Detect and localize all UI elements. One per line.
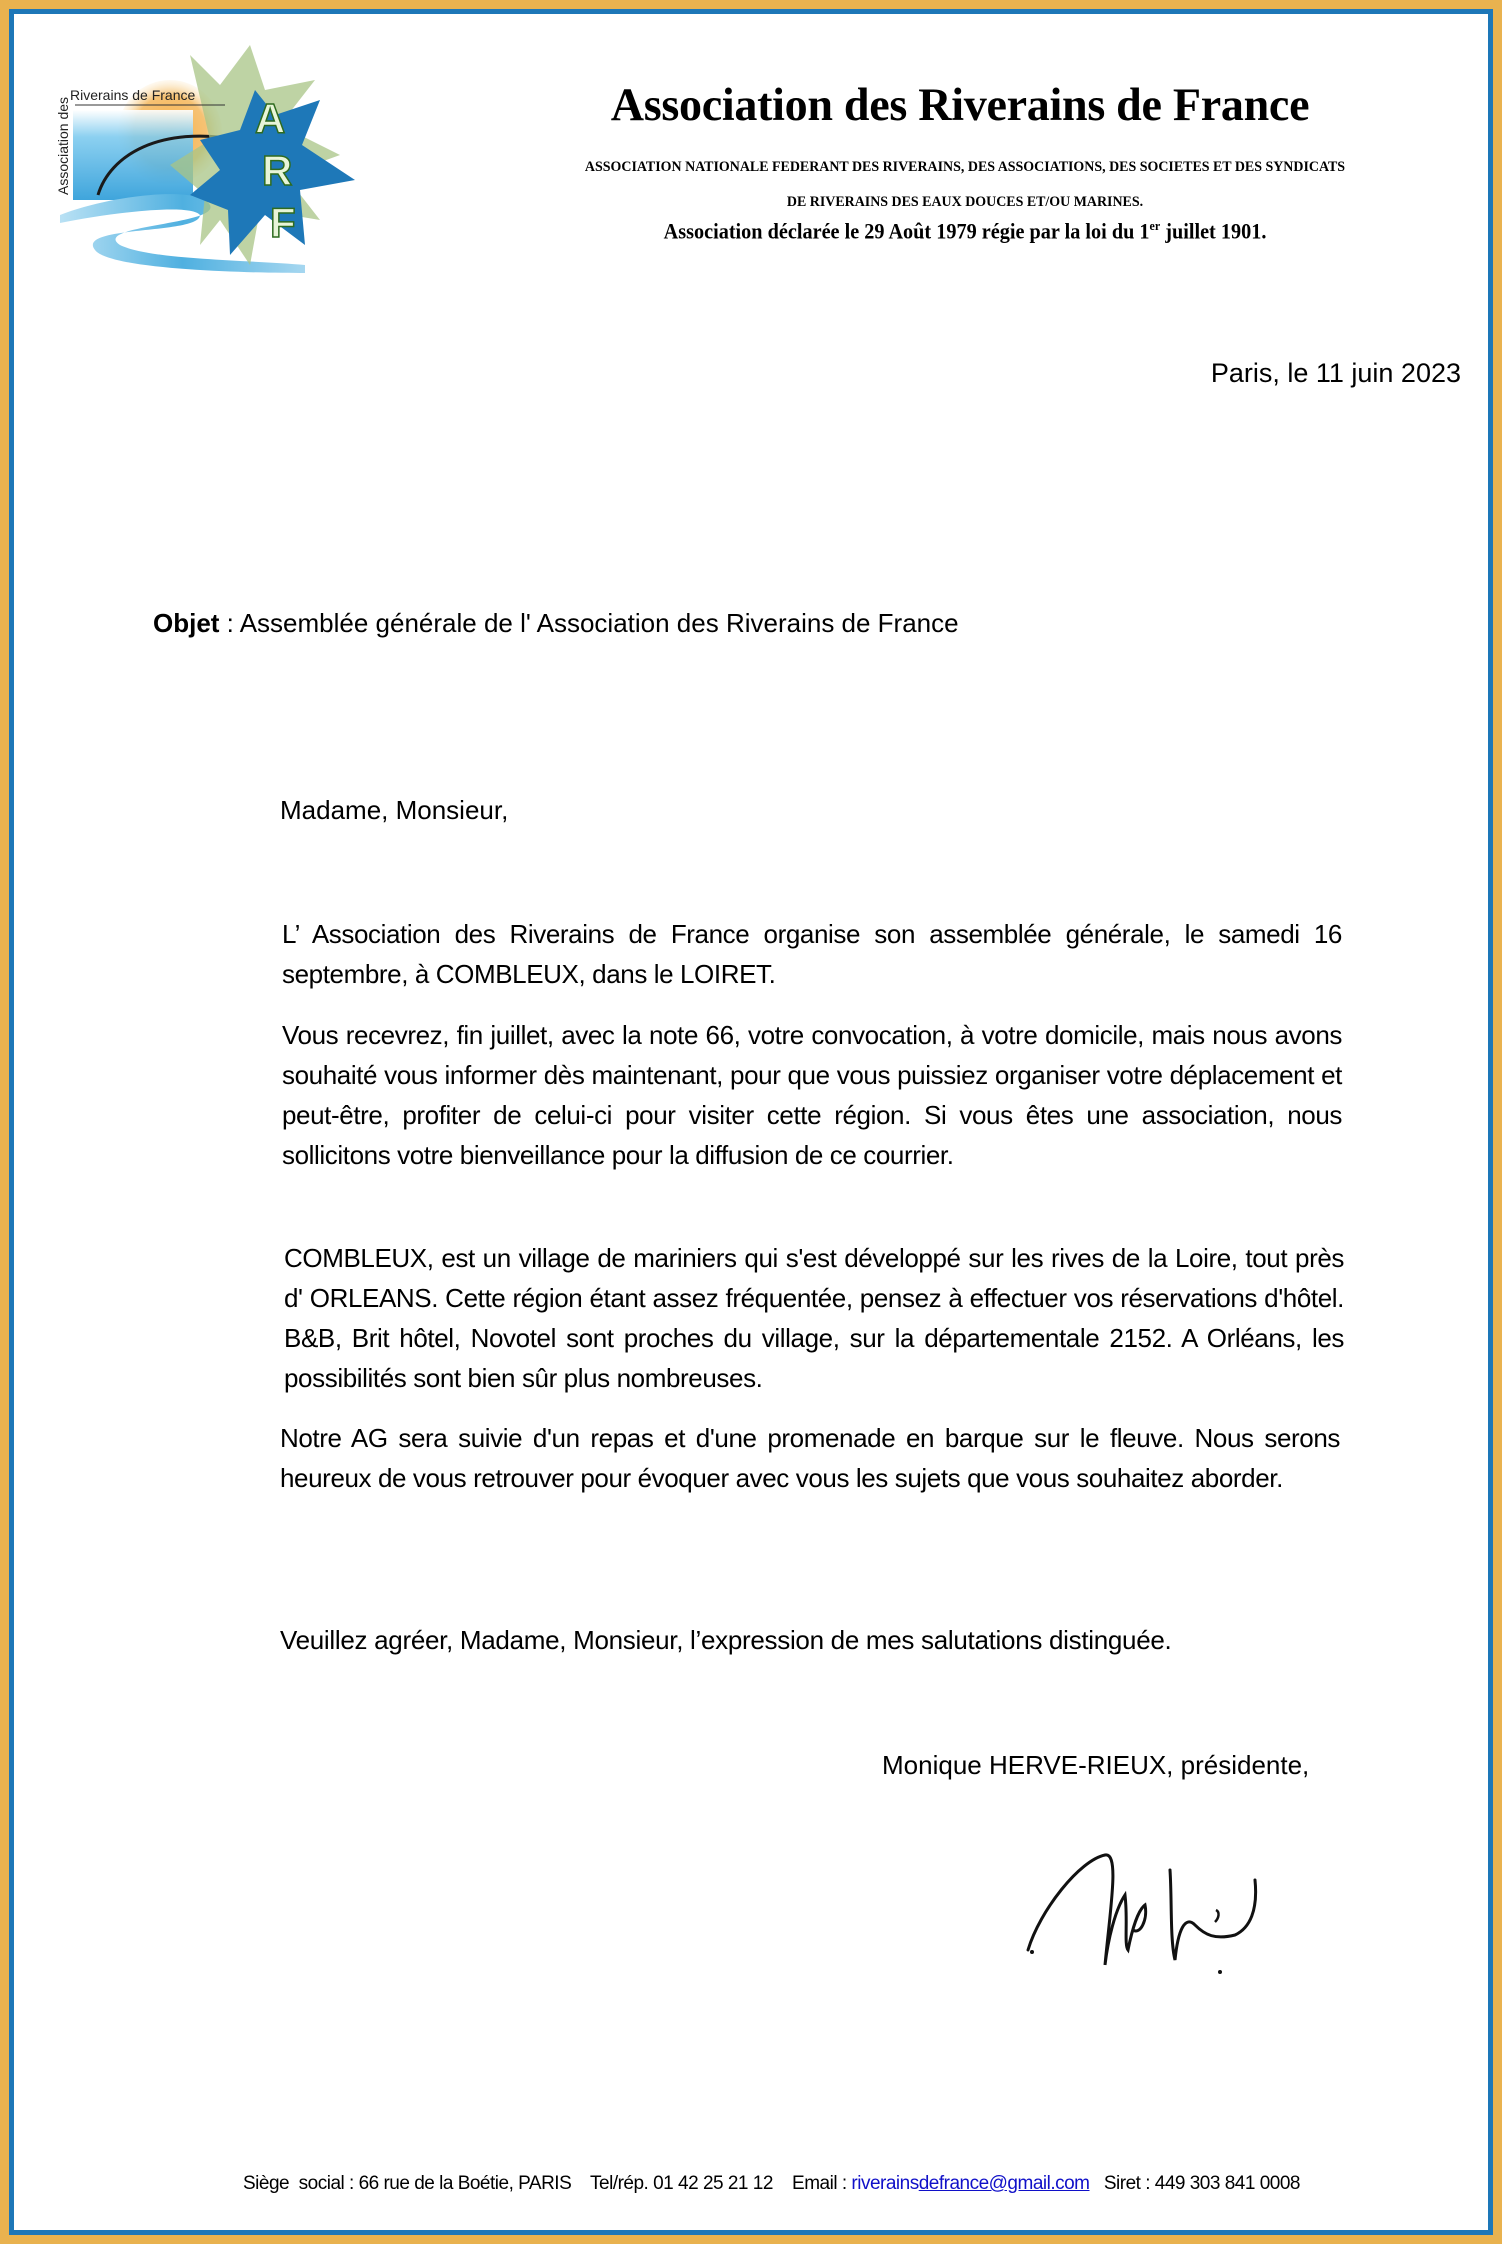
logo-text-horizontal: Riverains de France	[70, 87, 196, 103]
logo-text-vertical: Association des	[55, 96, 71, 195]
letter-footer	[243, 2173, 1300, 2195]
organization-declaration	[510, 218, 1421, 244]
organization-subtitle-line2: DE RIVERAINS DES EAUX DOUCES ET/OU MARINES.	[786, 194, 1144, 210]
letter-subject	[153, 608, 959, 639]
declaration-text-end: juillet 1901.	[1160, 218, 1267, 244]
letter-signatory: Monique HERVE-RIEUX, présidente,	[882, 1750, 1310, 1780]
footer-siret: Siret : 449 303 841 0008	[1103, 2173, 1300, 2194]
organization-subtitle-line1: ASSOCIATION NATIONALE FEDERANT DES RIVERAINS, DES ASSOCIATIONS, DES SOCIETES ET DES SYNDICATS	[584, 159, 1346, 175]
arf-logo-graphic	[50, 45, 370, 275]
footer-email-label: Email :	[792, 2173, 852, 2194]
subject-text: : Assemblée générale de l' Association des Riverains de France	[219, 608, 959, 638]
organization-title: Association des Riverains de France	[610, 79, 1310, 131]
letter-closing: Veuillez agréer, Madame, Monsieur, l’expression de mes salutations distinguée.	[280, 1625, 1172, 1655]
letter-paragraph: COMBLEUX, est un village de mariniers qui s'est développé sur les rives de la Loire, tout près d' ORLEANS. Cette région étant assez fréquentée, pensez à effectuer vos réservations d'hôtel. B&B, Brit hôtel, Novotel sont proches du village, sur la départementale 2152. A Orléans, les possibilités sont bien sûr plus nombreuses.	[284, 1243, 1344, 1393]
footer-phone: Tel/rép. 01 42 25 21 12	[590, 2173, 773, 2194]
footer-email-link-part1[interactable]: riverains	[851, 2173, 919, 2194]
letter-paragraph: Vous recevrez, fin juillet, avec la note 66, votre convocation, à votre domicile, mais nous avons souhaité vous informer dès maintenant, pour que vous puissiez organiser votre déplacement et peut-être, profiter de celui-ci pour visiter cette région. Si vous êtes une association, nous sollicitons votre bienveillance pour la diffusion de ce courrier.	[282, 1020, 1342, 1170]
declaration-text: Association déclarée le 29 Août 1979 régie par la loi du 1	[663, 218, 1150, 244]
letter-paragraph: L’ Association des Riverains de France organise son assemblée générale, le samedi 16 septembre, à COMBLEUX, dans le LOIRET.	[282, 919, 1342, 989]
signature-icon	[1020, 1850, 1300, 1980]
logo-letter-a: A	[255, 95, 286, 142]
letter-date: Paris, le 11 juin 2023	[1210, 358, 1461, 388]
letter-salutation: Madame, Monsieur,	[280, 795, 509, 825]
subject-label: Objet	[153, 608, 220, 638]
logo-letter-f: F	[270, 199, 296, 246]
arf-logo	[50, 45, 370, 275]
handwritten-signature	[1020, 1850, 1300, 1980]
footer-address: Siège social : 66 rue de la Boétie, PARIS	[243, 2173, 572, 2194]
letter-paragraph: Notre AG sera suivie d'un repas et d'une promenade en barque sur le fleuve. Nous serons heureux de vous retrouver pour évoquer avec vous les sujets que vous souhaitez aborder.	[280, 1423, 1340, 1493]
logo-letter-r: R	[262, 147, 293, 194]
footer-email-link-part2[interactable]: defrance@gmail.com	[918, 2173, 1090, 2194]
organization-subtitle	[505, 150, 1426, 220]
declaration-superscript: er	[1149, 218, 1161, 233]
pool-shape	[73, 110, 193, 200]
